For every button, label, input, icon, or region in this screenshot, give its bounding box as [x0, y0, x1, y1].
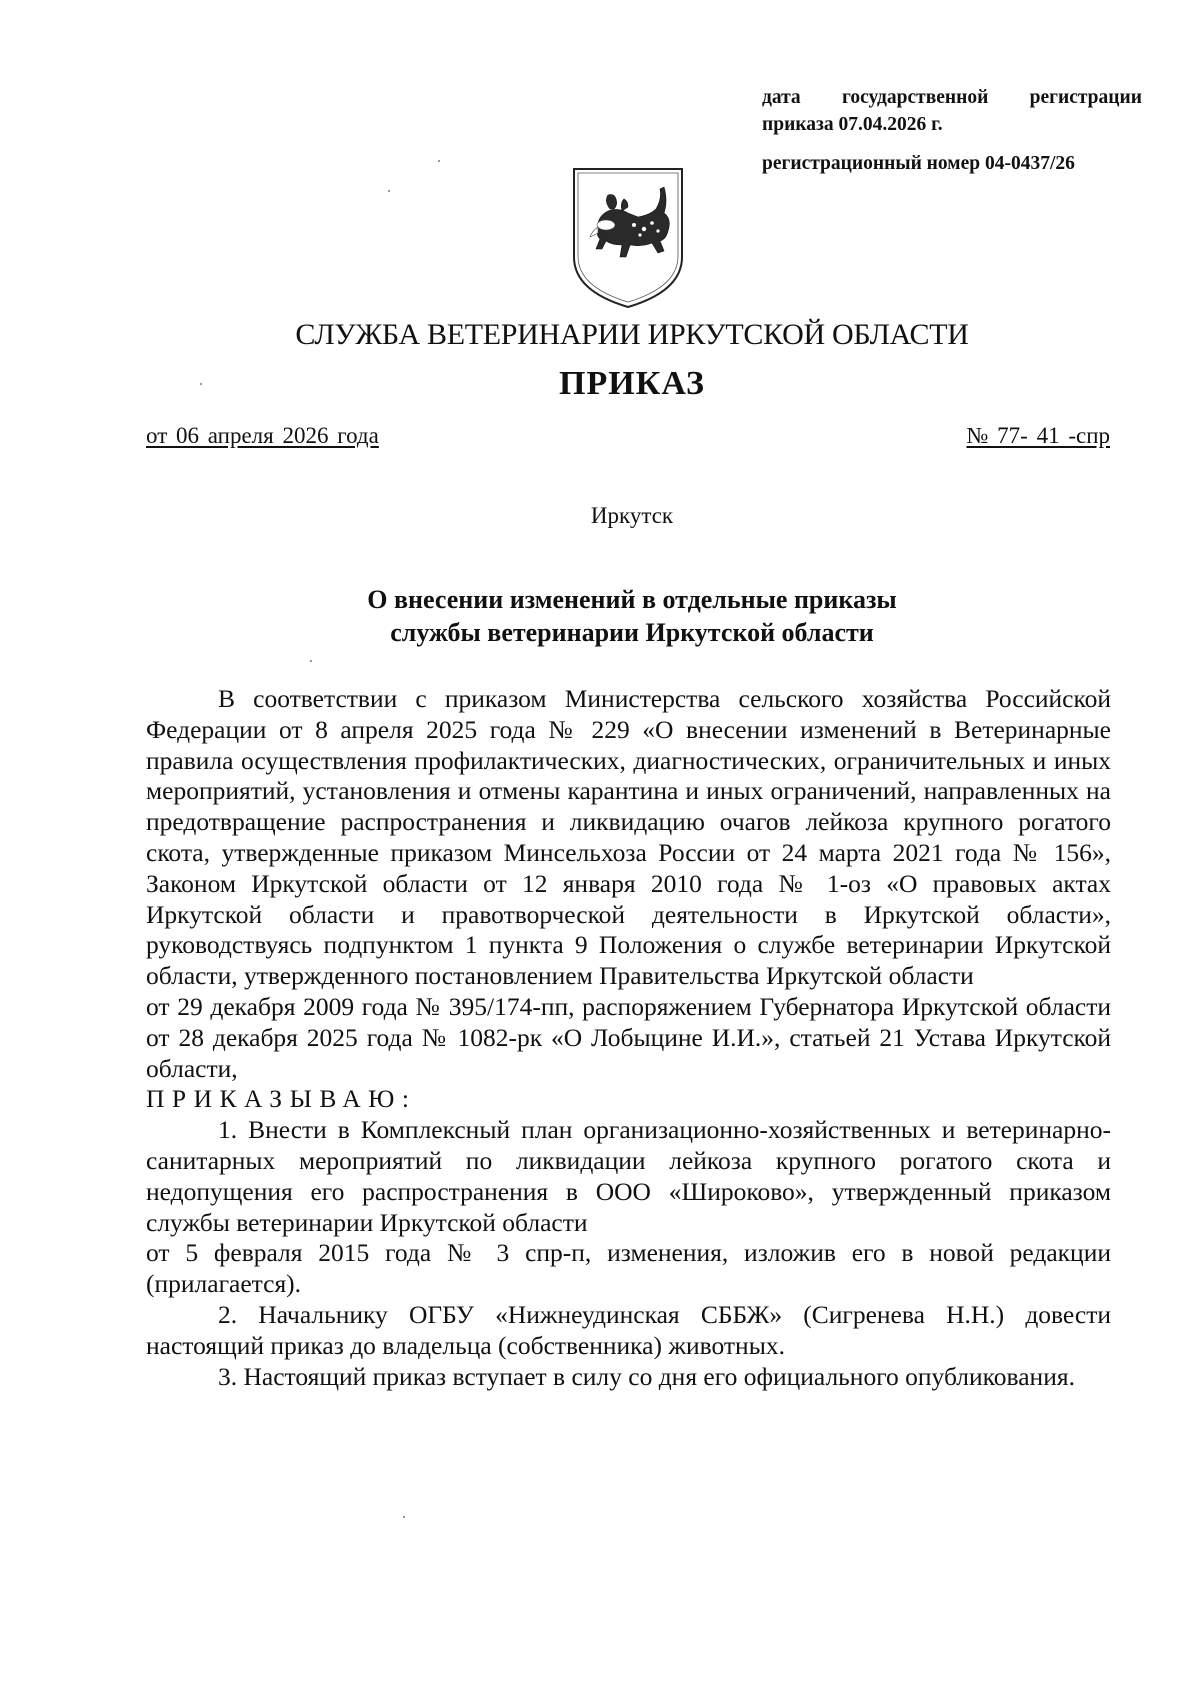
scan-speck — [438, 160, 440, 162]
order-item-2: 2. Начальнику ОГБУ «Нижнеудинская СББЖ» (Сигренева Н.Н.) довести настоящий приказ до владельца (собственника) животных. — [146, 1299, 1111, 1360]
registration-word-2: государственной — [841, 87, 989, 108]
order-item-3: 3. Настоящий приказ вступает в силу со дня его официального опубликования. — [218, 1361, 1075, 1391]
order-word: ПРИКАЗЫВАЮ: — [146, 1084, 417, 1114]
document-type: ПРИКАЗ — [559, 365, 705, 402]
registration-number: регистрационный номер 04-0437/26 — [762, 153, 1075, 174]
registration-date: приказа 07.04.2026 г. — [762, 114, 943, 135]
organization-name: СЛУЖБА ВЕТЕРИНАРИИ ИРКУТСКОЙ ОБЛАСТИ — [295, 318, 969, 351]
order-item-1-continuation: от 5 февраля 2015 года № 3 спр-п, изменения, изложив его в новой редакции (прилагается). — [146, 1238, 1111, 1299]
preamble-continuation: от 29 декабря 2009 года № 395/174-пп, распоряжением Губернатора Иркутской области от 28 декабря 2025 года № 1082-рк «О Лобыцине И.И.», статьей 21 Устава Иркутской области, — [146, 991, 1111, 1083]
title-line-1: О внесении изменений в отдельные приказы — [367, 585, 897, 614]
document-body — [146, 684, 1111, 1392]
document-number: № 77- 41 -спр — [966, 423, 1110, 448]
registration-word-1: дата — [762, 87, 801, 108]
registration-block — [762, 84, 1142, 178]
registration-date-label — [762, 84, 1142, 112]
scan-speck — [310, 660, 312, 662]
scan-speck — [388, 190, 390, 192]
registration-word-3: регистрации — [1029, 87, 1142, 108]
document-date: от 06 апреля 2026 года — [146, 423, 379, 448]
document-title — [0, 583, 1200, 649]
irkutsk-coat-of-arms-icon — [568, 165, 688, 311]
title-line-2: службы ветеринарии Иркутской области — [390, 618, 874, 647]
document-city: Иркутск — [590, 503, 674, 528]
scan-speck — [403, 1516, 405, 1518]
preamble-paragraph: В соответствии с приказом Министерства сельского хозяйства Российской Федерации от 8 апреля 2025 года № 229 «О внесении изменений в Ветеринарные правила осуществления профилактических, диагностических, ограничительных и иных мероприятий, установления и отмены карантина и иных ограничений, направленных на предотвращение распространения и ликвидацию очагов лейкоза крупного рогатого скота, утвержденные приказом Минсельхоза России от 24 марта 2021 года № 156», Законом Иркутской области от 12 января 2010 года № 1-оз «О правовых актах Иркутской области и правотворческой деятельности в Иркутской области», руководствуясь подпунктом 1 пункта 9 Положения о службе ветеринарии Иркутской области, утвержденного постановлением Правительства Иркутской области — [146, 684, 1111, 991]
order-item-1: 1. Внести в Комплексный план организационно-хозяйственных и ветеринарно-санитарных мероприятий по ликвидации лейкоза крупного рогатого скота и недопущения его распространения в ООО «Широково», утвержденный приказом службы ветеринарии Иркутской области — [146, 1115, 1111, 1237]
scan-speck — [200, 383, 202, 385]
